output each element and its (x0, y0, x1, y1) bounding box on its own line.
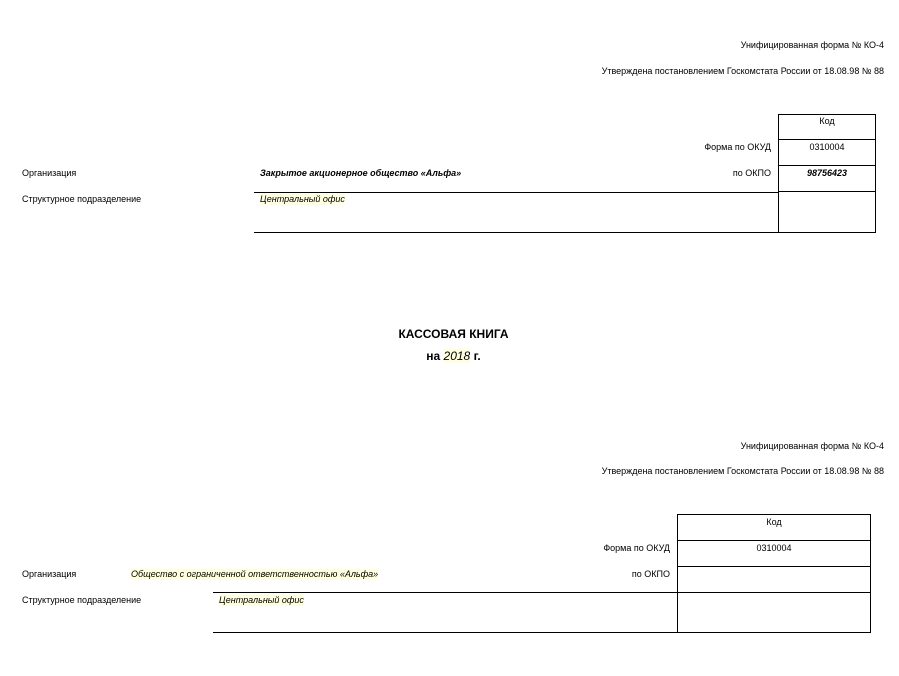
dept-value: Центральный офис (260, 194, 345, 204)
okud-label: Форма по ОКУД (704, 142, 771, 152)
org-underline (254, 192, 778, 193)
book-year-line (0, 349, 899, 363)
okud-label: Форма по ОКУД (603, 543, 670, 553)
org-underline (213, 592, 677, 593)
year-suffix: г. (473, 349, 481, 363)
dept-label: Структурное подразделение (22, 595, 142, 605)
code-table-divider (677, 592, 871, 593)
dept-value: Центральный офис (219, 595, 304, 605)
approval-label: Утверждена постановлением Госкомстата России от 18.08.98 № 88 (601, 466, 884, 476)
dept-underline (254, 232, 778, 233)
code-table (677, 514, 871, 633)
org-label: Организация (22, 569, 77, 579)
book-title: КАССОВАЯ КНИГА (398, 327, 509, 341)
unified-form-label: Унифицированная форма № КО-4 (740, 40, 884, 50)
year-value: 2018 (443, 349, 471, 363)
approval-label: Утверждена постановлением Госкомстата России от 18.08.98 № 88 (601, 66, 884, 76)
code-header: Код (819, 116, 835, 126)
dept-label: Структурное подразделение (22, 194, 142, 204)
okpo-label: по ОКПО (732, 168, 771, 178)
code-header: Код (766, 517, 782, 527)
year-prefix: на (426, 349, 441, 363)
dept-underline (213, 632, 677, 633)
org-value: Общество с ограниченной ответственностью «Альфа» (131, 569, 379, 579)
code-table-divider (778, 139, 876, 140)
okpo-label: по ОКПО (631, 569, 670, 579)
okud-value: 0310004 (756, 543, 792, 553)
org-value: Закрытое акционерное общество «Альфа» (260, 168, 462, 178)
code-table-divider (677, 566, 871, 567)
code-table-divider (778, 191, 876, 192)
unified-form-label: Унифицированная форма № КО-4 (740, 441, 884, 451)
org-label: Организация (22, 168, 77, 178)
okpo-value: 98756423 (806, 168, 848, 178)
code-table-divider (677, 540, 871, 541)
okud-value: 0310004 (809, 142, 845, 152)
code-table-divider (778, 165, 876, 166)
